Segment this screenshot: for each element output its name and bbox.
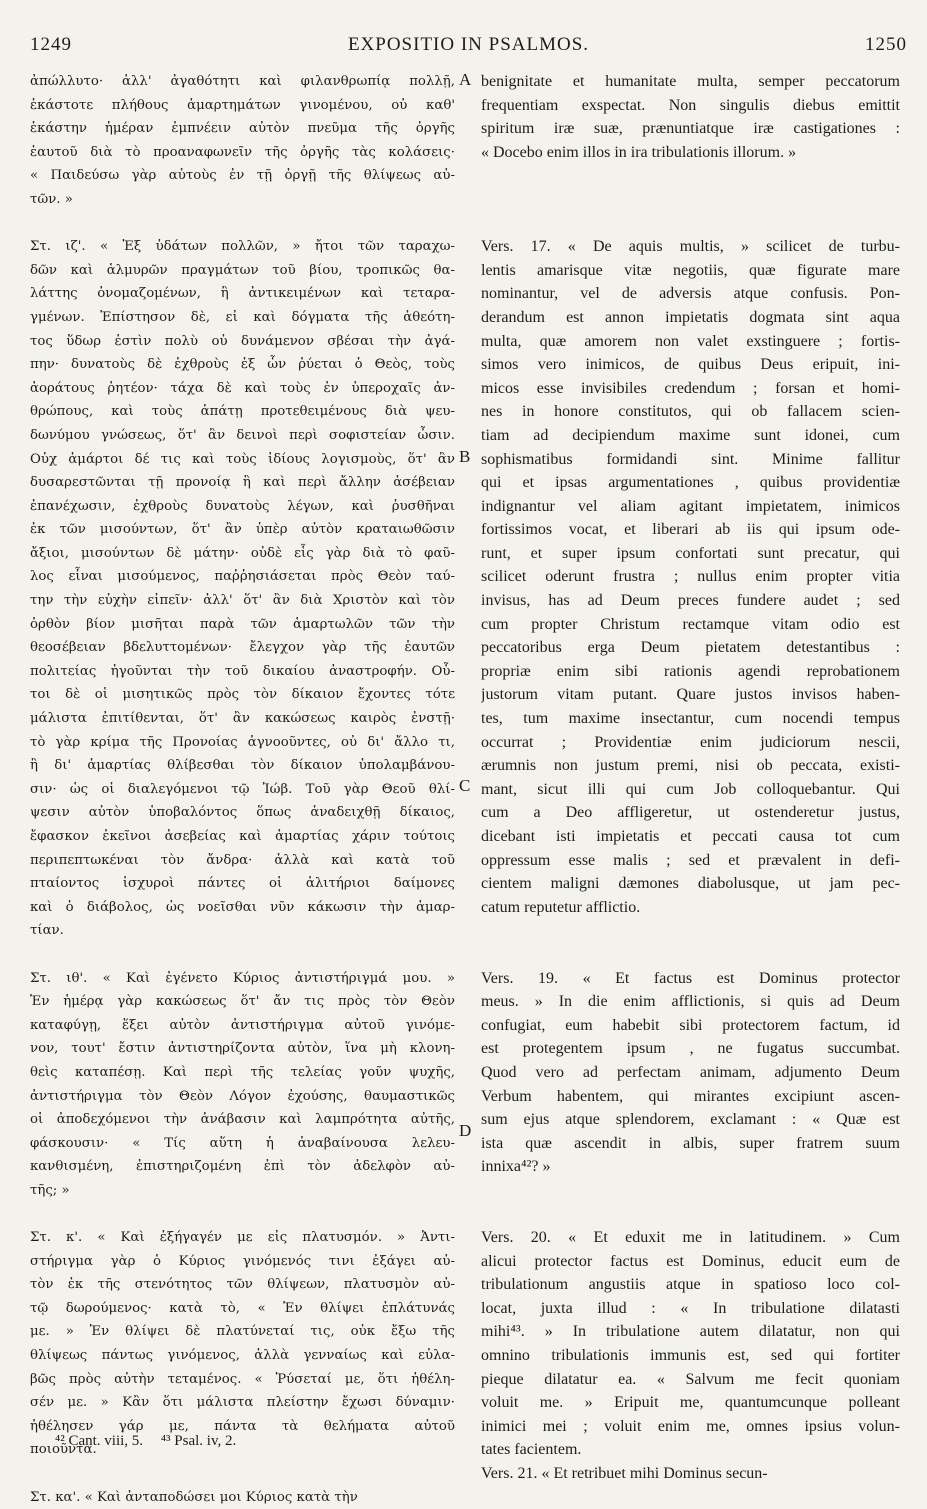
- text-line: πταίοντος ἰσχυροὶ πάντες οἱ ἀλιτήριοι δαίμονες: [30, 876, 455, 892]
- text-line: spiritum iræ suæ, prænuntiatque iræ castigationes :: [481, 120, 900, 138]
- text-line: ἑαυτοῦ διὰ τὸ προαναφωνεῖν τῆς ὀργῆς τὰς κολάσεις·: [30, 144, 455, 160]
- text-line: innixa⁴²? »: [481, 1158, 551, 1176]
- text-line: sophismatibus formidandi sint. Minime fallitur: [481, 450, 900, 468]
- text-line: θλίψεως πάντως γινόμενος, ἀλλὰ γενναίως καὶ εὐλα-: [30, 1348, 455, 1364]
- text-line: justorum vitam putant. Quare justos invisos haben-: [481, 686, 900, 704]
- paragraph-gap: [481, 1179, 900, 1203]
- text-line: lentis amarisque vitæ negotiis, quæ figurate mare: [481, 261, 900, 279]
- text-line: σέν με. » Κἂν ὅτι μάλιστα πλείστην ἔχωσι δύναμιν·: [30, 1395, 455, 1411]
- text-line: μάλιστα ἐπιτίθενται, ὅτ' ἂν κακώσεως καιρὸς ἐνστῇ·: [30, 711, 455, 727]
- text-line: tiam ad decipiendum maxime sunt idonei, cum: [481, 426, 900, 444]
- text-line: τῆς; »: [30, 1182, 70, 1198]
- margin-letter-c: C: [459, 776, 471, 795]
- text-line: βῶς πρὸς αὐτὴν τεταμένος. « Ῥύσεταί με, ὅτι ἠθέλη-: [30, 1371, 455, 1387]
- text-line: με. » Ἐν θλίψει δὲ πλατύνεταί τις, οὐκ ἔξω τῆς: [30, 1324, 455, 1340]
- text-line: meus. » In die enim afflictionis, si quis ad Deum: [481, 993, 900, 1011]
- text-line: Οὐχ ἁμάρτοι δέ τις καὶ τοὺς ἰδίους λογισμοὺς, ὅτ' ἂν: [30, 451, 455, 467]
- text-line: pieque dilatatur ea. « Salvum me fecit quoniam: [481, 1370, 900, 1388]
- text-line: την τὴν εὐχὴν εἰπεῖν· ἀλλ' ὅτ' ἂν διὰ Χριστὸν καὶ τὸν: [30, 593, 455, 609]
- margin-letter-a: A: [459, 70, 472, 89]
- text-line: Verbum habentem, qui mirantes excipiunt ascen-: [481, 1087, 900, 1105]
- text-line: catum reputetur afflictio.: [481, 898, 641, 916]
- text-line: Vers. 19. « Et factus est Dominus protector: [481, 969, 900, 987]
- text-line: ψεσιν αὐτὸν ὑποβαλόντος ὅπως ἀναδειχθῇ δίκαιος,: [30, 805, 455, 821]
- text-line: σιν· ὡς οἱ διαλεγόμενοι τῷ Ἰώβ. Τοῦ γὰρ Θεοῦ θλί-: [30, 781, 455, 797]
- text-line: confugiat, eum habebit sibi protectorem factum, id: [481, 1016, 900, 1034]
- text-line: scilicet oderunt frustra ; nullus enim propter vitia: [481, 568, 900, 586]
- text-line: ἐκ τῶν μισούντων, ὅτ' ἂν ὑπὲρ αὐτὸν κραταιωθῶσιν: [30, 522, 455, 538]
- text-line: τίαν.: [30, 923, 64, 939]
- text-line: tes, tum maxime insectantur, cum nocendi tempus: [481, 710, 900, 728]
- text-line: mant, sicut illi qui cum Job colloquebantur. Qui: [481, 780, 900, 798]
- margin-letter-b: B: [459, 447, 471, 466]
- text-line: ποιοῦντα.: [30, 1442, 97, 1458]
- text-line: δωνύμου γνώσεως, ὅτ' ἂν δεινοὶ περὶ σοφιστείαν ὦσιν.: [30, 427, 455, 443]
- text-line: mihi⁴³. » In tribulatione autem dilatatur, non qui: [481, 1323, 900, 1341]
- text-line: propriæ enim sibi rationis agendi reprobationem: [481, 662, 900, 680]
- text-line: στήριγμα γὰρ ὁ Κύριος γινόμενός τινι ἐξάγει αὐ-: [30, 1253, 455, 1269]
- text-line: πολιτείας ἡγοῦνται τὴν τοῦ δικαίου ἀναστροφήν. Οὗ-: [30, 663, 455, 679]
- running-title: EXPOSITIO IN PSALMOS.: [347, 34, 590, 55]
- text-line: cientem maligni dæmones diabolusque, ut jam pec-: [481, 875, 900, 893]
- text-line: nes in honore constitutos, qui ob fallacem scien-: [481, 403, 900, 421]
- page-number-right: 1250: [865, 34, 907, 55]
- text-line: τος ὕδωρ ἐστὶν πολὺ οὐ δυνάμενον σβέσαι τὴν ἀγά-: [30, 333, 455, 349]
- text-line: ærumnis non justum premi, nisi ob peccata, existi-: [481, 757, 900, 775]
- text-line: Ἐν ἡμέρᾳ γὰρ κακώσεως ὅτ' ἄν τις πρὸς τὸν Θεὸν: [30, 994, 455, 1010]
- text-line: ὀρθὸν βίον μισῆται παρὰ τῶν ἁμαρτωλῶν τῶν τὴν: [30, 616, 455, 632]
- text-line: qui et ipsas argumentationes , quibus providentiæ: [481, 474, 900, 492]
- text-line: ista quæ ascendit in albis, super fratrem suum: [481, 1134, 900, 1152]
- text-line: θεὶς καταπέσῃ. Καὶ περὶ τῆς τελείας γοῦν ψυχῆς,: [30, 1064, 455, 1080]
- text-line: δυσαρεστῶνται τῇ προνοίᾳ ἢ καὶ περὶ ἄλλην ἀσέβειαν: [30, 475, 455, 491]
- text-line: locat, juxta illud : « In tribulatione dilatasti: [481, 1299, 900, 1317]
- text-line: cum a Deo affligeretur, ut ostenderetur justus,: [481, 804, 900, 822]
- text-line: Quod vero ad perfectam animam, adjumento Deum: [481, 1063, 900, 1081]
- text-line: Στ. κ'. « Καὶ ἐξήγαγέν με εἰς πλατυσμόν. » Ἀντι-: [30, 1230, 455, 1246]
- text-line: ἢ δι' ἁμαρτίας θλίβεσθαι τὸν δίκαιον ὑπολαμβάνου-: [30, 758, 455, 774]
- text-line: ἑκάστοτε πλήθους ἁμαρτημάτων γινομένου, οὐ καθ': [30, 97, 455, 113]
- paragraph-gap: [30, 1462, 455, 1486]
- text-line: ἀοράτους ῥητέον· τάχα δὲ καὶ τοὺς ἐν ὑπεροχαῖς ἀν-: [30, 380, 455, 396]
- text-line: nominantur, vel de adversis atque confusis. Pon-: [481, 285, 900, 303]
- text-line: tates facientem.: [481, 1441, 582, 1459]
- paragraph-gap: [481, 188, 900, 212]
- footnote-42: ⁴² Cant. viii, 5.: [55, 1433, 144, 1449]
- running-header: [30, 34, 907, 58]
- text-line: occurrat ; Providentiæ enim judiciorum nescii,: [481, 733, 900, 751]
- text-line: micos esse invisibiles credendum ; forsan et homi-: [481, 379, 900, 397]
- text-line: Vers. 17. « De aquis multis, » scilicet de turbu-: [481, 238, 900, 256]
- text-line: νον, τουτ' ἔστιν ἀντιστηρίζοντα αὐτὸν, ἵνα μὴ κλονη-: [30, 1041, 455, 1057]
- text-line: τὸν ἐκ τῆς στενότητος τῶν θλίψεων, πλατυσμὸν αὐ-: [30, 1277, 455, 1293]
- footnotes: [55, 1433, 250, 1450]
- text-line: ἑκάστην ἡμέραν ἐμπνέειν αὐτὸν πνεῦμα τῆς ὀργῆς: [30, 121, 455, 137]
- text-line: ἐπανέχωσιν, ἐχθροὺς δυνατοὺς λέγων, καὶ ῥυσθῆναι: [30, 498, 455, 514]
- text-line: voluit me. » Eripuit me, quantumcunque polleant: [481, 1394, 900, 1412]
- text-line: cum propter Christum rectamque vitam odio est: [481, 615, 900, 633]
- text-line: λάττης ὀνομαζομένων, ἢ ἀντικειμένων καὶ τεταρα-: [30, 286, 455, 302]
- footnote-43: ⁴³ Psal. iv, 2.: [160, 1433, 237, 1449]
- text-line: ἠθέλησεν γάρ με, πάντα τὰ θελήματα αὐτοῦ: [30, 1418, 455, 1434]
- text-line: Στ. κα'. « Καὶ ἀνταποδώσει μοι Κύριος κατὰ τὴν: [30, 1489, 358, 1505]
- text-line: indignantur vel aliam agitant impietatem, inimicos: [481, 497, 900, 515]
- text-line: dicebant isti impietatis et peccati causa tot cum: [481, 828, 900, 845]
- paragraph-gap: [481, 1203, 900, 1227]
- text-line: runt, et super ipsum confortati sunt precatur, qui: [481, 544, 900, 562]
- text-line: « Παιδεύσω γὰρ αὐτοὺς ἐν τῇ ὀργῇ τῆς θλίψεως αὐ-: [30, 168, 455, 184]
- text-line: γμένων. Ἐπίστησον δὲ, εἰ καὶ δόγματα τῆς ἀθεότη-: [30, 309, 455, 325]
- text-line: περιπεπτωκέναι τὸν ἄνδρα· ἀλλὰ καὶ κατὰ τοῦ: [30, 852, 455, 868]
- margin-letter-d: D: [459, 1121, 472, 1140]
- text-line: invisus, has ad Deum preces fundere audet ; sed: [481, 592, 900, 610]
- text-line: ἔφασκον ἐκεῖνοι ἀσεβείας καὶ ἁμαρτίας χάριν τούτοις: [30, 829, 455, 844]
- text-line: omnino tribulationis immunis est, sed qui fortiter: [481, 1347, 900, 1365]
- paragraph-gap: [481, 212, 900, 236]
- text-line: ἀντιστήριγμα τὸν Θεὸν Λόγον ἐχούσης, θαυμαστικῶς: [30, 1088, 455, 1104]
- text-line: τὸ γὰρ κρίμα τῆς Προνοίας ἀγνοοῦντες, οὐ δι' ἄλλο τι,: [30, 734, 455, 750]
- text-line: derandum est annon impietatis dogmata sint aqua: [481, 308, 900, 326]
- text-line: fortissimos vocat, et liberari ab iis qui ipsum ode-: [481, 521, 900, 539]
- text-line: Vers. 20. « Et eduxit me in latitudinem. » Cum: [481, 1229, 900, 1247]
- text-line: oppressum esse malis ; sed et prævalent in defi-: [481, 851, 900, 869]
- text-line: πην· δυνατοὺς δὲ ἐχθροὺς ἐξ ὧν ῥύεται ὁ Θεὸς, τοὺς: [30, 357, 455, 373]
- text-line: Στ. ιθ'. « Καὶ ἐγένετο Κύριος ἀντιστήριγμά μου. »: [30, 970, 455, 986]
- paragraph-gap: [481, 919, 900, 943]
- text-line: tribulationum angustiis atque in spatioso loco col-: [481, 1276, 900, 1294]
- text-line: φάσκουσιν· « Τίς αὕτη ἡ ἀναβαίνουσα λελευ-: [30, 1135, 455, 1151]
- text-line: τῷ δωρούμενος· κατὰ τὸ, « Ἐν θλίψει ἐπλάτυνάς: [30, 1300, 455, 1316]
- text-line: δῶν καὶ ἁλμυρῶν πραγμάτων τοῦ βίου, τροπικῶς θα-: [30, 262, 455, 278]
- page-number-left: 1249: [30, 34, 72, 55]
- text-line: ἄξιοι, μισούντων δὲ μάτην· οὐδὲ εἷς γὰρ διὰ τὸ φαῦ-: [30, 545, 455, 561]
- text-line: peccatoribus erga Deum pietatem detestantibus :: [481, 639, 900, 657]
- text-line: κανθισμένη, ἐπιστηριζομένη ἐπὶ τὸν ἀδελφὸν αὐ-: [30, 1159, 455, 1175]
- paragraph-gap: [30, 943, 455, 967]
- text-line: τῶν. »: [30, 191, 73, 207]
- paragraph-gap: [481, 164, 900, 188]
- text-line: οἱ ἀποδεχόμενοι τὴν ἀνάβασιν καὶ λαμπρότητα αὐτῆς,: [30, 1112, 455, 1128]
- text-line: Στ. ιζ'. « Ἐξ ὑδάτων πολλῶν, » ἤτοι τῶν ταραχω-: [30, 239, 455, 255]
- paragraph-gap: [30, 212, 455, 236]
- paragraph-gap: [30, 1203, 455, 1227]
- latin-column: [481, 70, 900, 1486]
- text-line: benignitate et humanitate multa, semper peccatorum: [481, 73, 900, 90]
- text-line: λος εἶναι μισούμενος, παῤῥησιάσεται πρὸς Θεὸν ταύ-: [30, 569, 455, 585]
- text-line: inimici mei ; voluit enim me, omnes ipsius volun-: [481, 1417, 900, 1435]
- text-line: θρώπους, καὶ τοὺς ἀπάτῃ προτεθειμένους διὰ ψευ-: [30, 404, 455, 420]
- text-line: θεοσέβειαν βδελυττομένων· ἔλεγχον γὰρ τῆς ἑαυτῶν: [30, 640, 455, 656]
- text-line: simos vero inimicos, de quibus Deus eripuit, ini-: [481, 356, 900, 374]
- greek-column: [30, 70, 455, 1509]
- paragraph-gap: [481, 943, 900, 967]
- text-line: multa, quæ amorem non valet exstinguere ; fortis-: [481, 332, 900, 350]
- text-line: sum ejus atque splendorem, exclamant : « Quæ est: [481, 1111, 900, 1129]
- text-line: alicui protector factus est Dominus, educit eum de: [481, 1252, 900, 1270]
- text-line: « Docebo enim illos in ira tribulationis illorum. »: [481, 143, 797, 161]
- text-line: est protegentem ipsum , ne fugatus succumbat.: [481, 1040, 900, 1058]
- text-line: καταφύγῃ, ἕξει αὐτὸν ἀντιστήριγμα αὐτοῦ γινόμε-: [30, 1017, 455, 1033]
- text-line: frequentiam exspectat. Non singulis diebus emittit: [481, 96, 900, 114]
- text-line: καὶ ὁ διάβολος, ὡς νοεῖσθαι νῦν κάκωσιν τὴν ἁμαρ-: [30, 899, 455, 915]
- text-line: Vers. 21. « Et retribuet mihi Dominus secun-: [481, 1465, 768, 1483]
- text-line: τοι δὲ οἱ μισητικῶς πρὸς τὸν δίκαιον ἔχοντες τότε: [30, 687, 455, 703]
- text-line: ἀπώλλυτο· ἀλλ' ἀγαθότητι καὶ φιλανθρωπίᾳ πολλῇ,: [30, 74, 455, 89]
